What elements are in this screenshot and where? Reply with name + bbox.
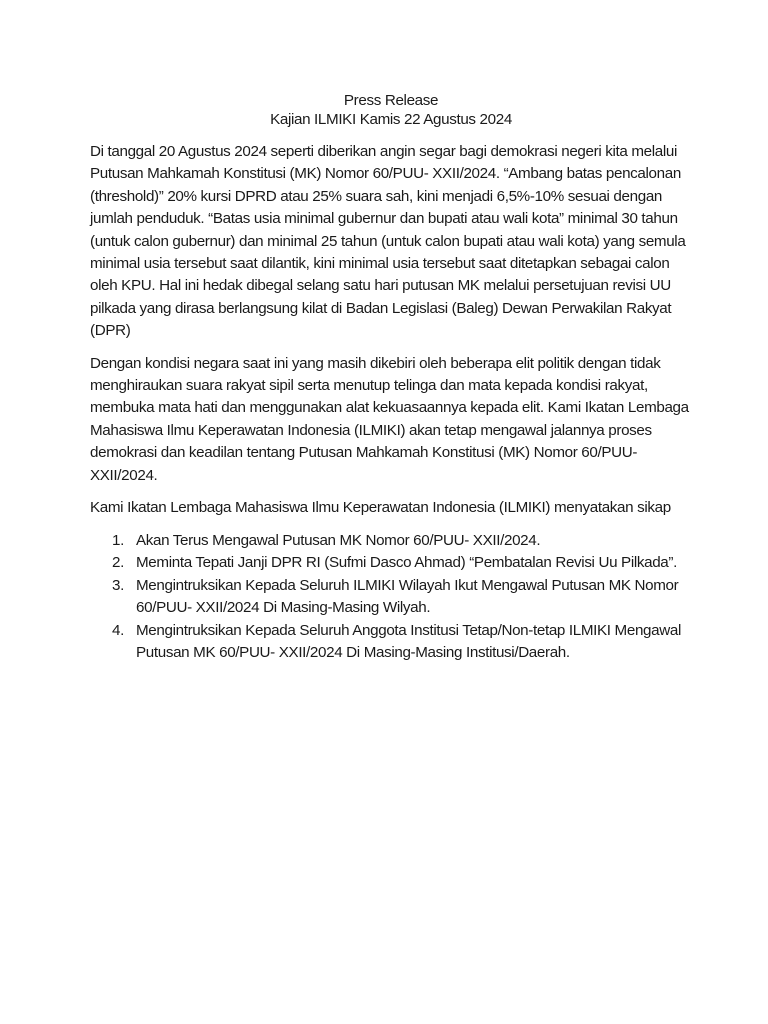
list-number: 4. xyxy=(112,621,124,639)
statement-intro: Kami Ikatan Lembaga Mahasiswa Ilmu Keperawatan Indonesia (ILMIKI) menyatakan sikap xyxy=(90,499,671,517)
list-item xyxy=(90,575,690,620)
document-page xyxy=(90,92,690,665)
paragraph-1: Di tanggal 20 Agustus 2024 seperti diberikan angin segar bagi demokrasi negeri kita melalui Putusan Mahkamah Konstitusi (MK) Nomor 60/PUU- XXII/2024. “Ambang batas pencalonan (threshold)” 20% kursi DPRD atau 25% suara sah, kini menjadi 6,5%-10% sesuai dengan jumlah penduduk. “Batas usia minimal gubernur dan bupati atau wali kota” minimal 30 tahun (untuk calon gubernur) dan minimal 25 tahun (untuk calon bupati atau wali kota) yang semula minimal usia tersebut saat dilantik, kini minimal usia tersebut saat ditetapkan sebagai calon oleh KPU. Hal ini hedak dibegal selang satu hari putusan MK melalui persetujuan revisi UU pilkada yang dirasa berlangsung kilat di Badan Legislasi (Baleg) Dewan Perwakilan Rakyat (DPR) xyxy=(90,143,686,340)
document-subtitle: Kajian ILMIKI Kamis 22 Agustus 2024 xyxy=(270,110,512,128)
list-text: Akan Terus Mengawal Putusan MK Nomor 60/PUU- XXII/2024. xyxy=(136,531,541,549)
list-number: 3. xyxy=(112,576,124,594)
statement-list xyxy=(90,530,690,666)
document-title: Press Release xyxy=(343,92,439,109)
list-text: Meminta Tepati Janji DPR RI (Sufmi Dasco Ahmad) “Pembatalan Revisi Uu Pilkada”. xyxy=(136,554,677,572)
list-item xyxy=(90,530,690,553)
paragraph-2: Dengan kondisi negara saat ini yang masih dikebiri oleh beberapa elit politik dengan tidak menghiraukan suara rakyat sipil serta menutup telinga dan mata kepada kondisi rakyat, membuka mata hati dan menggunakan alat kekuasaannya kepada elit. Kami Ikatan Lembaga Mahasiswa Ilmu Keperawatan Indonesia (ILMIKI) akan tetap mengawal jalannya proses demokrasi dan keadilan tentang Putusan Mahkamah Konstitusi (MK) Nomor 60/PUU- XXII/2024. xyxy=(90,354,689,484)
title-block xyxy=(90,92,690,129)
list-number: 1. xyxy=(112,531,124,549)
list-item xyxy=(90,620,690,665)
list-text: Mengintruksikan Kepada Seluruh Anggota Institusi Tetap/Non-tetap ILMIKI Mengawal Putusan MK 60/PUU- XXII/2024 Di Masing-Masing Institusi/Daerah. xyxy=(136,621,681,662)
list-text: Mengintruksikan Kepada Seluruh ILMIKI Wilayah Ikut Mengawal Putusan MK Nomor 60/PUU- XXII/2024 Di Masing-Masing Wilyah. xyxy=(136,576,679,617)
list-number: 2. xyxy=(112,554,124,572)
list-item xyxy=(90,552,690,575)
